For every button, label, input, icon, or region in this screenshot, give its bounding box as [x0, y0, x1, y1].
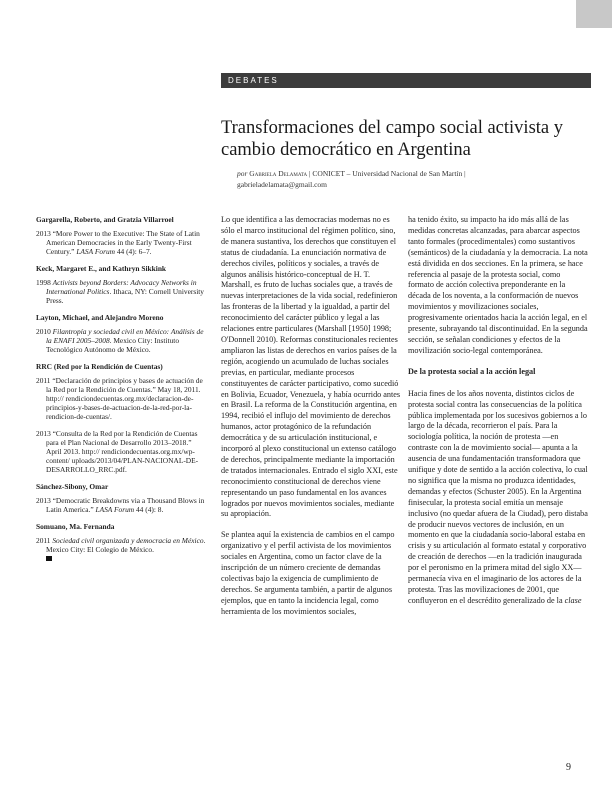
byline-author: Gabriela Delamata [249, 169, 308, 178]
reference-pre: 2011 [36, 536, 53, 545]
reference-post: . Mexico City: El Colegio de México. [46, 536, 206, 554]
reference-author: Layton, Michael, and Alejandro Moreno [36, 313, 164, 322]
reference-pre: 2011 “Declaración de principios y bases de actuación de la Red por la Rendición de Cuentas.” May 18, 2011. http:// rendiciondecuentas.org.mx/declaracion-de-principios-y-bases-de-actuacion-de-la-red-por-la-rendicion-de-cuentas/. [36, 376, 203, 421]
reference-author: Somuano, Ma. Fernanda [36, 522, 115, 531]
reference-entry [36, 376, 208, 421]
references-list [36, 215, 208, 561]
body-paragraph [408, 389, 588, 607]
reference-pre: 2013 “Consulta de la Red por la Rendición de Cuentas para el Plan Nacional de Desarrollo 2013–2018.” April 2013. http:// rendiciondecuentas.org.mx/wp-content/ uploads/2013/04/PLAN-NACIONAL-DE-DESARROLLO_RRC.pdf. [36, 429, 199, 474]
reference-author: RRC (Red por la Rendición de Cuentas) [36, 362, 163, 371]
corner-tab [576, 0, 612, 28]
reference-pre: 2013 “Democratic Breakdowns via a Thousand Blows in Latin America.” [36, 496, 205, 514]
body-column-1 [221, 215, 401, 628]
reference-entry [36, 278, 208, 305]
reference-post: 44 (4): 8. [134, 505, 164, 514]
reference-post: 44 (4): 6–7. [114, 247, 152, 256]
body-paragraph-italic: clase [564, 595, 582, 605]
reference-ital: Filantropía y sociedad civil en México: Análisis de la ENAFI 2005–2008 [46, 327, 204, 345]
body-paragraph: ha tenido éxito, su impacto ha ido más allá de las medidas concretas alcanzadas, para abarcar aspectos tanto formales (procedimentales) como sustantivos (semánticos) de la ciudadanía y la democracia. La nota está dividida en dos secciones. En la primera, se hace referencia al pasaje de la protesta social, como formato de acción colectiva preponderante en la década de los noventa, a la conformación de nuevos movimientos y movilizaciones sociales, progresivamente orientados hacia la acción legal, en el presente, subrayando tal discontinuidad. En la segunda sección, se señalan condiciones y efectos de la movilización socio-legal contemporánea. [408, 215, 588, 355]
reference-ital: LASA Forum [76, 247, 115, 256]
section-label: DEBATES [221, 73, 591, 88]
body-paragraph: Se plantea aquí la existencia de cambios en el campo organizativo y el perfil activista de los movimientos sociales en Argentina, como un factor clave de la inscripción de un número creciente de demandas colectivas bajo la exigencia de cumplimiento de derechos. Se argumenta también, a partir de algunos ejemplos, que en tanto la incidencia legal, como herramienta de los movimientos sociales, [221, 530, 395, 616]
body-paragraph: Lo que identifica a las democracias modernas no es sólo el marco institucional del régimen político, sino, de manera sustantiva, los derechos que constituyen el status de ciudadanía. La enunciación normativa de derechos civiles, políticos y sociales, a través de algunos análisis histórico-conceptual de H. T. Marshall, es fruto de luchas sociales que, a través de nuevas interpretaciones de la vida social, redefinieron las fronteras de la libertad y la igualdad, a partir del reconocimiento del carácter público y legal a las relaciones entre particulares (Marshall [1950] 1998; O'Donnell 2010). Reformas constitucionales recientes ampliaron las listas de derechos en varios países de la región, acogiendo un acumulado de luchas sociales previas, en particular, mediante procesos constituyentes de carácter participativo, como sucedió en Bolivia, Ecuador, Venezuela, y había ocurrido antes en Brasil. La reforma de la Constitución argentina, en 1994, recibió el influjo del movimiento de derechos humanos, actor protagónico de la refundación democrática y de su articulación institucional, e incorporó al plexo constitucional un extenso catálogo de derechos, principalmente mediante la importación de tratados internacionales. Entrado el siglo XXI, este reconocimiento constitucional de derechos viene representando un paso fundamental en los avances logrados por nuevos movimientos sociales, mediante su apropiación. [221, 215, 401, 519]
reference-entry [36, 496, 208, 514]
byline [237, 168, 597, 190]
body-column-2 [408, 215, 588, 617]
reference-entry [36, 429, 208, 474]
reference-ital: Activists beyond Borders: Advocacy Networks in International Politics [46, 278, 197, 296]
article-title: Transformaciones del campo social activista y cambio democrático en Argentina [221, 118, 563, 160]
reference-post: . Ithaca, NY: Cornell University Press. [46, 287, 204, 305]
reference-author: Gargarella, Roberto, and Gratzia Villarroel [36, 215, 174, 224]
body-paragraph-text: Hacia fines de los años noventa, distintos ciclos de protesta social contra las consecuencias de la política pública implementada por los sucesivos gobiernos a lo largo de la década, recorrieron el país. Para la sociología política, la noción de protesta —en contraste con la de movimiento social— apunta a la ausencia de una fundamentación transformadora que unifique y dote de sentido a la acción colectiva, lo cual no significa que la misma no produzca identidades, demandas y efectos (Schuster 2005). En la Argentina finisecular, la protesta social emitía un mensaje inclusivo (no quedar afuera de la Ciudad), pero distaba de producir nuevos vectores de inclusión, en un momento en que la ciudadanía socio-laboral estaba en crisis y su articulación al formato estatal y corporativo de creación de derechos —en la tradición inaugurada por el peronismo en la primera mitad del siglo XX— permanecía viva en el imaginario de los actores de la protesta. Tras las movilizaciones de 2001, que confluyeron en el descrédito generalizado de la [408, 388, 588, 605]
page-number: 9 [566, 762, 571, 773]
reference-entry [36, 229, 208, 256]
reference-author: Keck, Margaret E., and Kathryn Sikkink [36, 264, 167, 273]
byline-affiliation: | CONICET – Universidad Nacional de San Martín | [307, 169, 466, 178]
reference-post: . Mexico City: Instituto Tecnológico Autónomo de México. [46, 336, 180, 354]
end-mark-icon [46, 556, 52, 561]
reference-ital: LASA Forum [95, 505, 135, 514]
reference-entry [36, 327, 208, 354]
reference-ital: Sociedad civil organizada y democracia en México [52, 536, 204, 545]
reference-pre: 2013 “More Power to the Executive: The State of Latin American Democracies in the Early Twenty-First Century.” [36, 229, 200, 256]
byline-email[interactable]: gabrieladelamata@gmail.com [237, 180, 327, 189]
reference-pre: 2010 [36, 327, 53, 336]
section-heading: De la protesta social a la acción legal [408, 366, 536, 376]
byline-por: por [237, 169, 248, 178]
reference-entry [36, 536, 208, 554]
reference-author: Sánchez-Sibony, Omar [36, 482, 109, 491]
reference-pre: 1998 [36, 278, 53, 287]
